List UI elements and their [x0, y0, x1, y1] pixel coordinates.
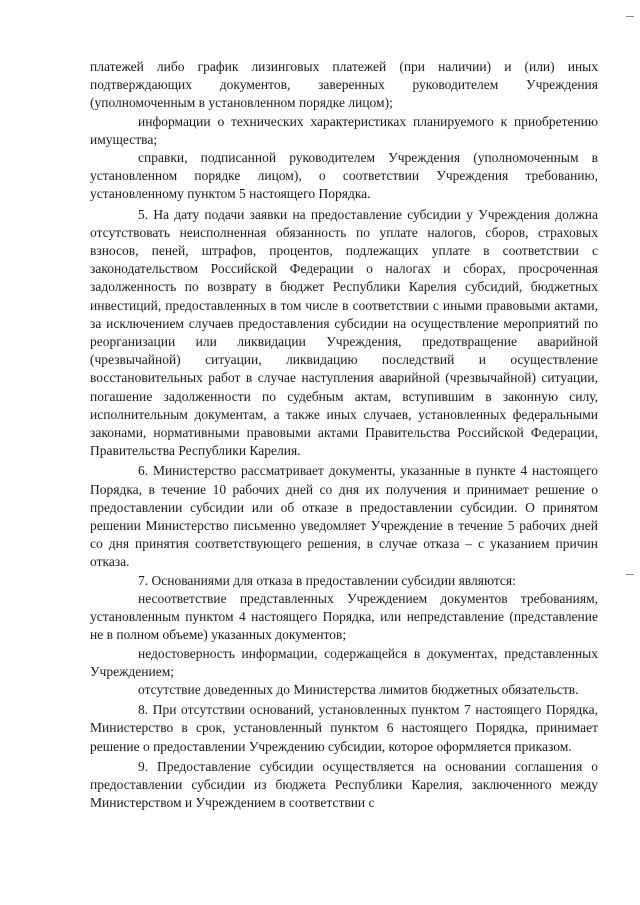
paragraph-certificate: справки, подписанной руководителем Учреждения (уполномоченным в установленном порядке лицом), о соответствии Учреждения требованию, установленному пунктом 5 настоящего Порядка. [90, 150, 598, 202]
document-page [90, 58, 598, 812]
paragraph-6: 6. Министерство рассматривает документы, указанные в пункте 4 настоящего Порядка, в течение 10 рабочих дней со дня их получения и принимает решение о предоставлении субсидии или об отказе в предоставлении субсидии. О принятом решении Министерство письменно уведомляет Учреждение в течение 5 рабочих дней со дня принятия соответствующего решения, в случае отказа – с указанием причин отказа. [90, 463, 598, 570]
paragraph-7-item-2: недостоверность информации, содержащейся в документах, представленных Учреждением; [90, 645, 598, 679]
paragraph-8: 8. При отсутствии оснований, установленных пунктом 7 настоящего Порядка, Министерство в срок, установленный пунктом 6 настоящего Порядка, принимает решение о предоставлении Учреждению субсидии, которое оформляется приказом. [90, 702, 598, 754]
paragraph-7: 7. Основаниями для отказа в предоставлении субсидии являются: [138, 572, 516, 588]
paragraph-9: 9. Предоставление субсидии осуществляется на основании соглашения о предоставлении субсидии из бюджета Республики Карелия, заключенного между Министерством и Учреждением в соответствии с [90, 758, 598, 811]
paragraph-5: 5. На дату подачи заявки на предоставление субсидии у Учреждения должна отсутствовать неисполненная обязанность по уплате налогов, сборов, страховых взносов, пеней, штрафов, процентов, подлежащих уплате в соответствии с законодательством Российской Федерации о налогах и сборах, просроченная задолженность по возврату в бюджет Республики Карелия субсидий, бюджетных инвестиций, предоставленных в том числе в соответствии с иными правовыми актами, за исключением случаев предоставления субсидии на осуществление мероприятий по реорганизации или ликвидации Учреждения, предотвращение аварийной (чрезвычайной) ситуации, ликвидацию последствий и осуществление восстановительных работ в случае наступления аварийной (чрезвычайной) ситуации, погашение задолженности по судебным актам, вступившим в законную силу, исполнительным документам, а также иных случаев, установленных федеральными законами, нормативными правовыми актами Правительства Российской Федерации, Правительства Республики Карелия. [90, 206, 598, 459]
scan-mark [626, 16, 634, 17]
paragraph-7-item-3: отсутствие доведенных до Министерства лимитов бюджетных обязательств. [138, 681, 579, 697]
paragraph-continuation: платежей либо график лизинговых платежей (при наличии) и (или) иных подтверждающих документов, заверенных руководителем Учреждения (уполномоченным в установленном порядке лицом); [90, 59, 598, 111]
scan-mark [626, 574, 634, 575]
paragraph-7-item-1: несоответствие представленных Учреждением документов требованиям, установленным пунктом 4 настоящего Порядка, или непредставление (представление не в полном объеме) указанных документов; [90, 590, 598, 643]
paragraph-tech-info: информации о технических характеристиках планируемого к приобретению имущества; [90, 113, 598, 147]
